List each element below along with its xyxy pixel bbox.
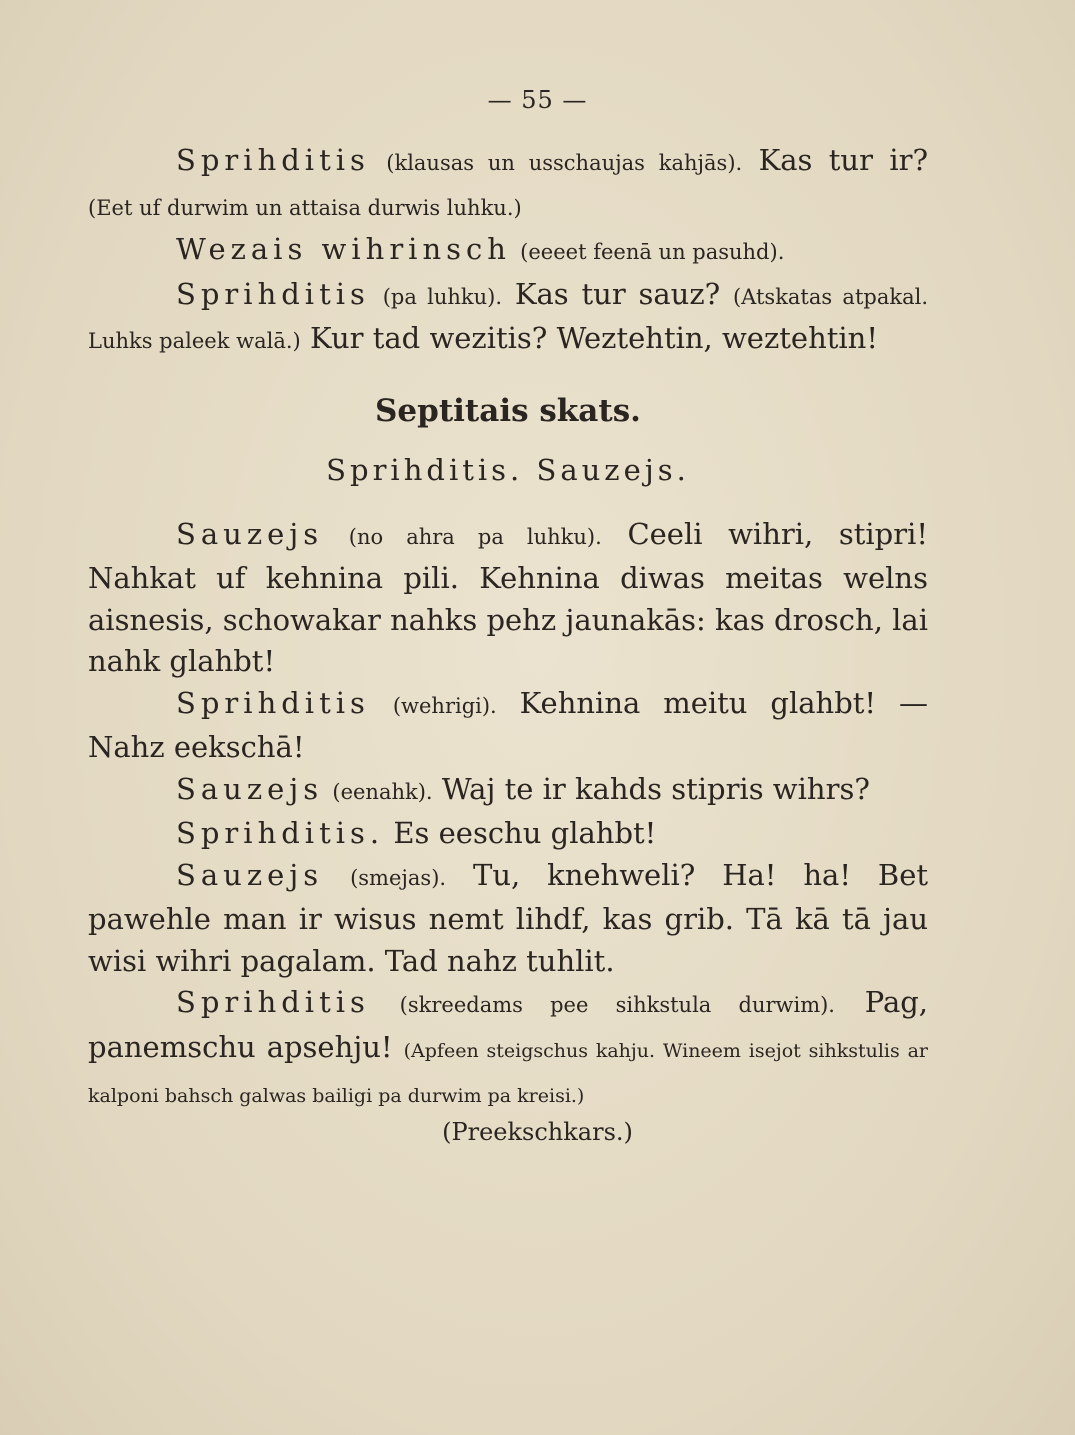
speaker-name: Wezais wihrinsch	[176, 232, 511, 266]
dialogue: Kas tur ir?	[758, 143, 929, 177]
scene-persons: Sprihditis. Sauzejs.	[326, 453, 690, 487]
paragraph-8	[88, 855, 928, 983]
paragraph-5	[88, 683, 928, 769]
stage-direction: (smejas).	[350, 865, 447, 890]
speaker-name: Sprihditis	[176, 685, 370, 720]
stage-direction: (no ahra pa luhku).	[348, 524, 602, 549]
dialogue: Tu, knehweli? Ha! ha! Bet pawehle man ir wisus nemt lihdf, kas grib. Tā kā tā jau wisi wihri pagalam. Tad nahz tuhlit.	[88, 857, 929, 978]
stage-direction: (Apfeen steigschus kahju. Wineem isejot sihkstulis ar kalponi bahsch galwas bailigi pa durwim pa kreisi.)	[88, 1039, 929, 1107]
speaker-name: Sprihditis	[176, 985, 370, 1019]
dialogue: Ceeli wihri, stipri! Nahkat uf kehnina pili. Kehnina diwas meitas welns aisnesis, schowakar nahks pehz jaunakās: kas drosch, lai nahk glahbt!	[88, 516, 929, 678]
dialogue: Waj te ir kahds stipris wihrs?	[441, 771, 870, 806]
dialogue: Es eeschu glahbt!	[393, 816, 657, 850]
dialogue: Kas tur sauz?	[514, 276, 721, 311]
paragraph-2	[88, 229, 928, 274]
stage-direction: (Atskatas atpakal. Luhks paleek walā.)	[88, 284, 928, 353]
paragraph-3	[88, 274, 928, 363]
stage-direction: (skreedams pee sihkstula durwim).	[399, 993, 835, 1017]
stage-direction: (wehrigi).	[392, 693, 497, 718]
stage-direction: (Eet uf durwim un attaisa durwis luhku.)	[88, 195, 522, 220]
speaker-name: Sprihditis.	[176, 816, 385, 850]
dialogue: Pag, panemschu apsehju!	[88, 985, 929, 1064]
dialogue: Kur tad wezitis? Weztehtin, weztehtin!	[309, 321, 879, 355]
speaker-name: Sprihditis	[176, 143, 370, 177]
stage-direction: (eeeet feenā un pasuhd).	[520, 240, 785, 264]
scene-heading: Septitais skats.	[375, 392, 641, 429]
stage-direction: (eenahk).	[332, 779, 433, 804]
dialogue: Kehnina meitu glahbt! — Nahz eekschā!	[88, 685, 928, 764]
speaker-name: Sauzejs	[176, 771, 324, 806]
stage-direction: (klausas un usschaujas kahjās).	[386, 151, 743, 175]
speaker-name: Sauzejs	[176, 516, 324, 551]
stage-direction: (pa luhku).	[382, 284, 503, 309]
paragraph-9	[88, 982, 928, 1118]
paragraph-4	[88, 514, 928, 683]
paragraph-6	[88, 769, 928, 814]
speaker-name: Sprihditis	[176, 276, 370, 311]
paragraph-7	[88, 813, 928, 855]
paragraph-1	[88, 140, 928, 229]
page-number: — 55 —	[487, 86, 588, 114]
speaker-name: Sauzejs	[176, 857, 324, 892]
curtain-note: (Preekschkars.)	[442, 1118, 633, 1146]
play-text	[88, 140, 928, 1118]
